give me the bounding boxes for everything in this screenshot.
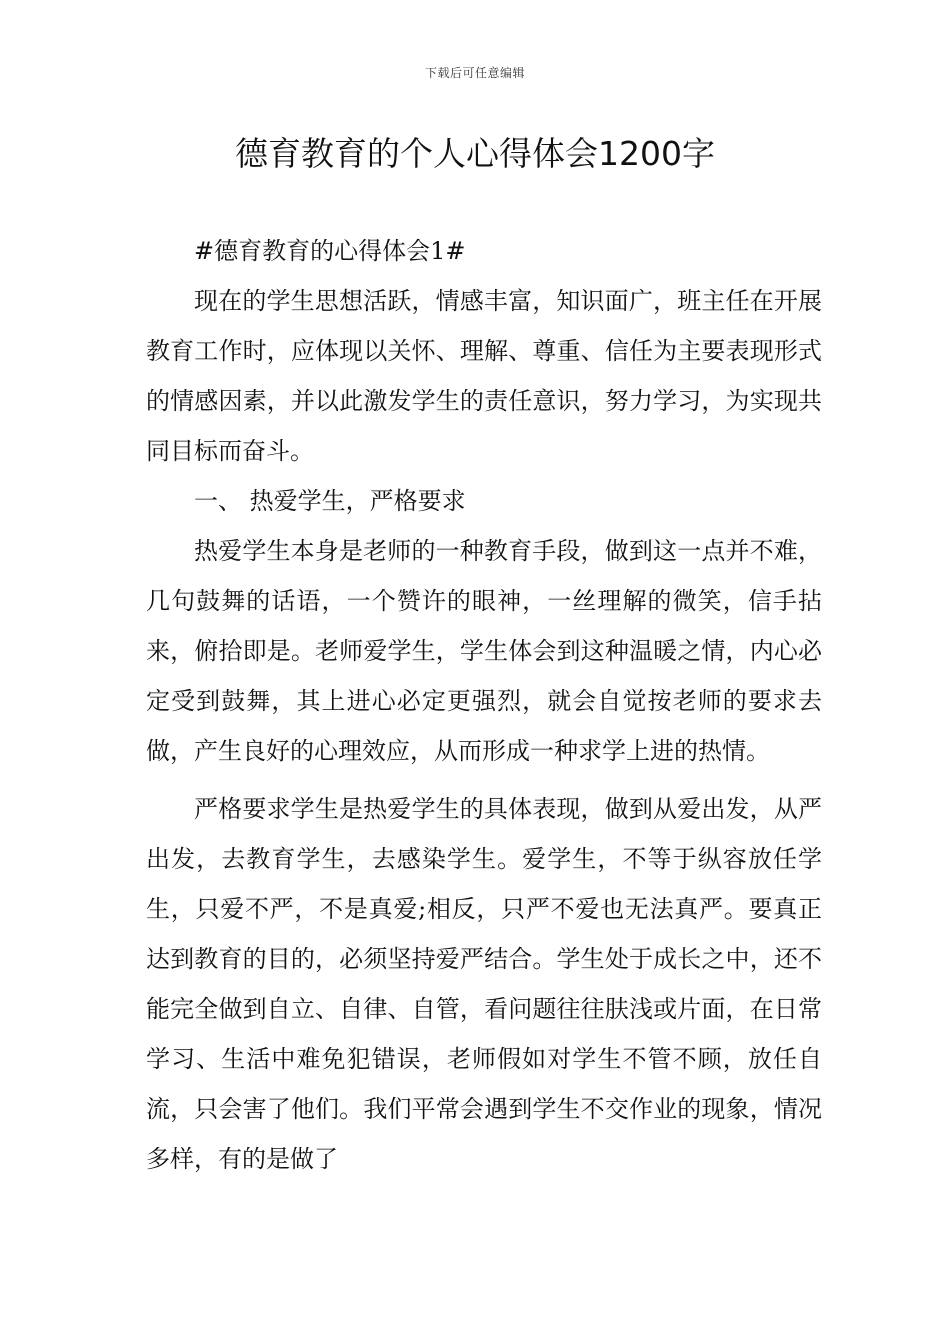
paragraph: 现在的学生思想活跃，情感丰富，知识面广，班主任在开展教育工作时，应体现以关怀、理解、尊重、信任为主要表现形式的情感因素，并以此激发学生的责任意识，努力学习，为实现共同目标而奋斗。	[146, 287, 822, 465]
paragraph: 严格要求学生是热爱学生的具体表现，做到从爱出发，从严出发，去教育学生，去感染学生。爱学生，不等于纵容放任学生，只爱不严，不是真爱;相反，只严不爱也无法真严。要真正达到教育的目的，必须坚持爱严结合。学生处于成长之中，还不能完全做到自立、自律、自管，看问题往往肤浅或片面，在日常学习、生活中难免犯错误，老师假如对学生不管不顾，放任自流，只会害了他们。我们平常会遇到学生不交作业的现象，情况多样，有的是做了	[146, 795, 822, 1173]
document-body	[146, 226, 822, 1184]
document-title: 德育教育的个人心得体会1200字	[235, 134, 715, 173]
section-heading: #德育教育的心得体会1#	[194, 237, 466, 265]
paragraph: 热爱学生本身是老师的一种教育手段，做到这一点并不难，几句鼓舞的话语，一个赞许的眼神，一丝理解的微笑，信手拈来，俯拾即是。老师爱学生，学生体会到这种温暖之情，内心必定受到鼓舞，其上进心必定更强烈，就会自觉按老师的要求去做，产生良好的心理效应，从而形成一种求学上进的热情。	[146, 537, 822, 765]
header-note: 下载后可任意编辑	[424, 66, 525, 80]
subsection-heading: 一、 热爱学生，严格要求	[194, 487, 466, 515]
